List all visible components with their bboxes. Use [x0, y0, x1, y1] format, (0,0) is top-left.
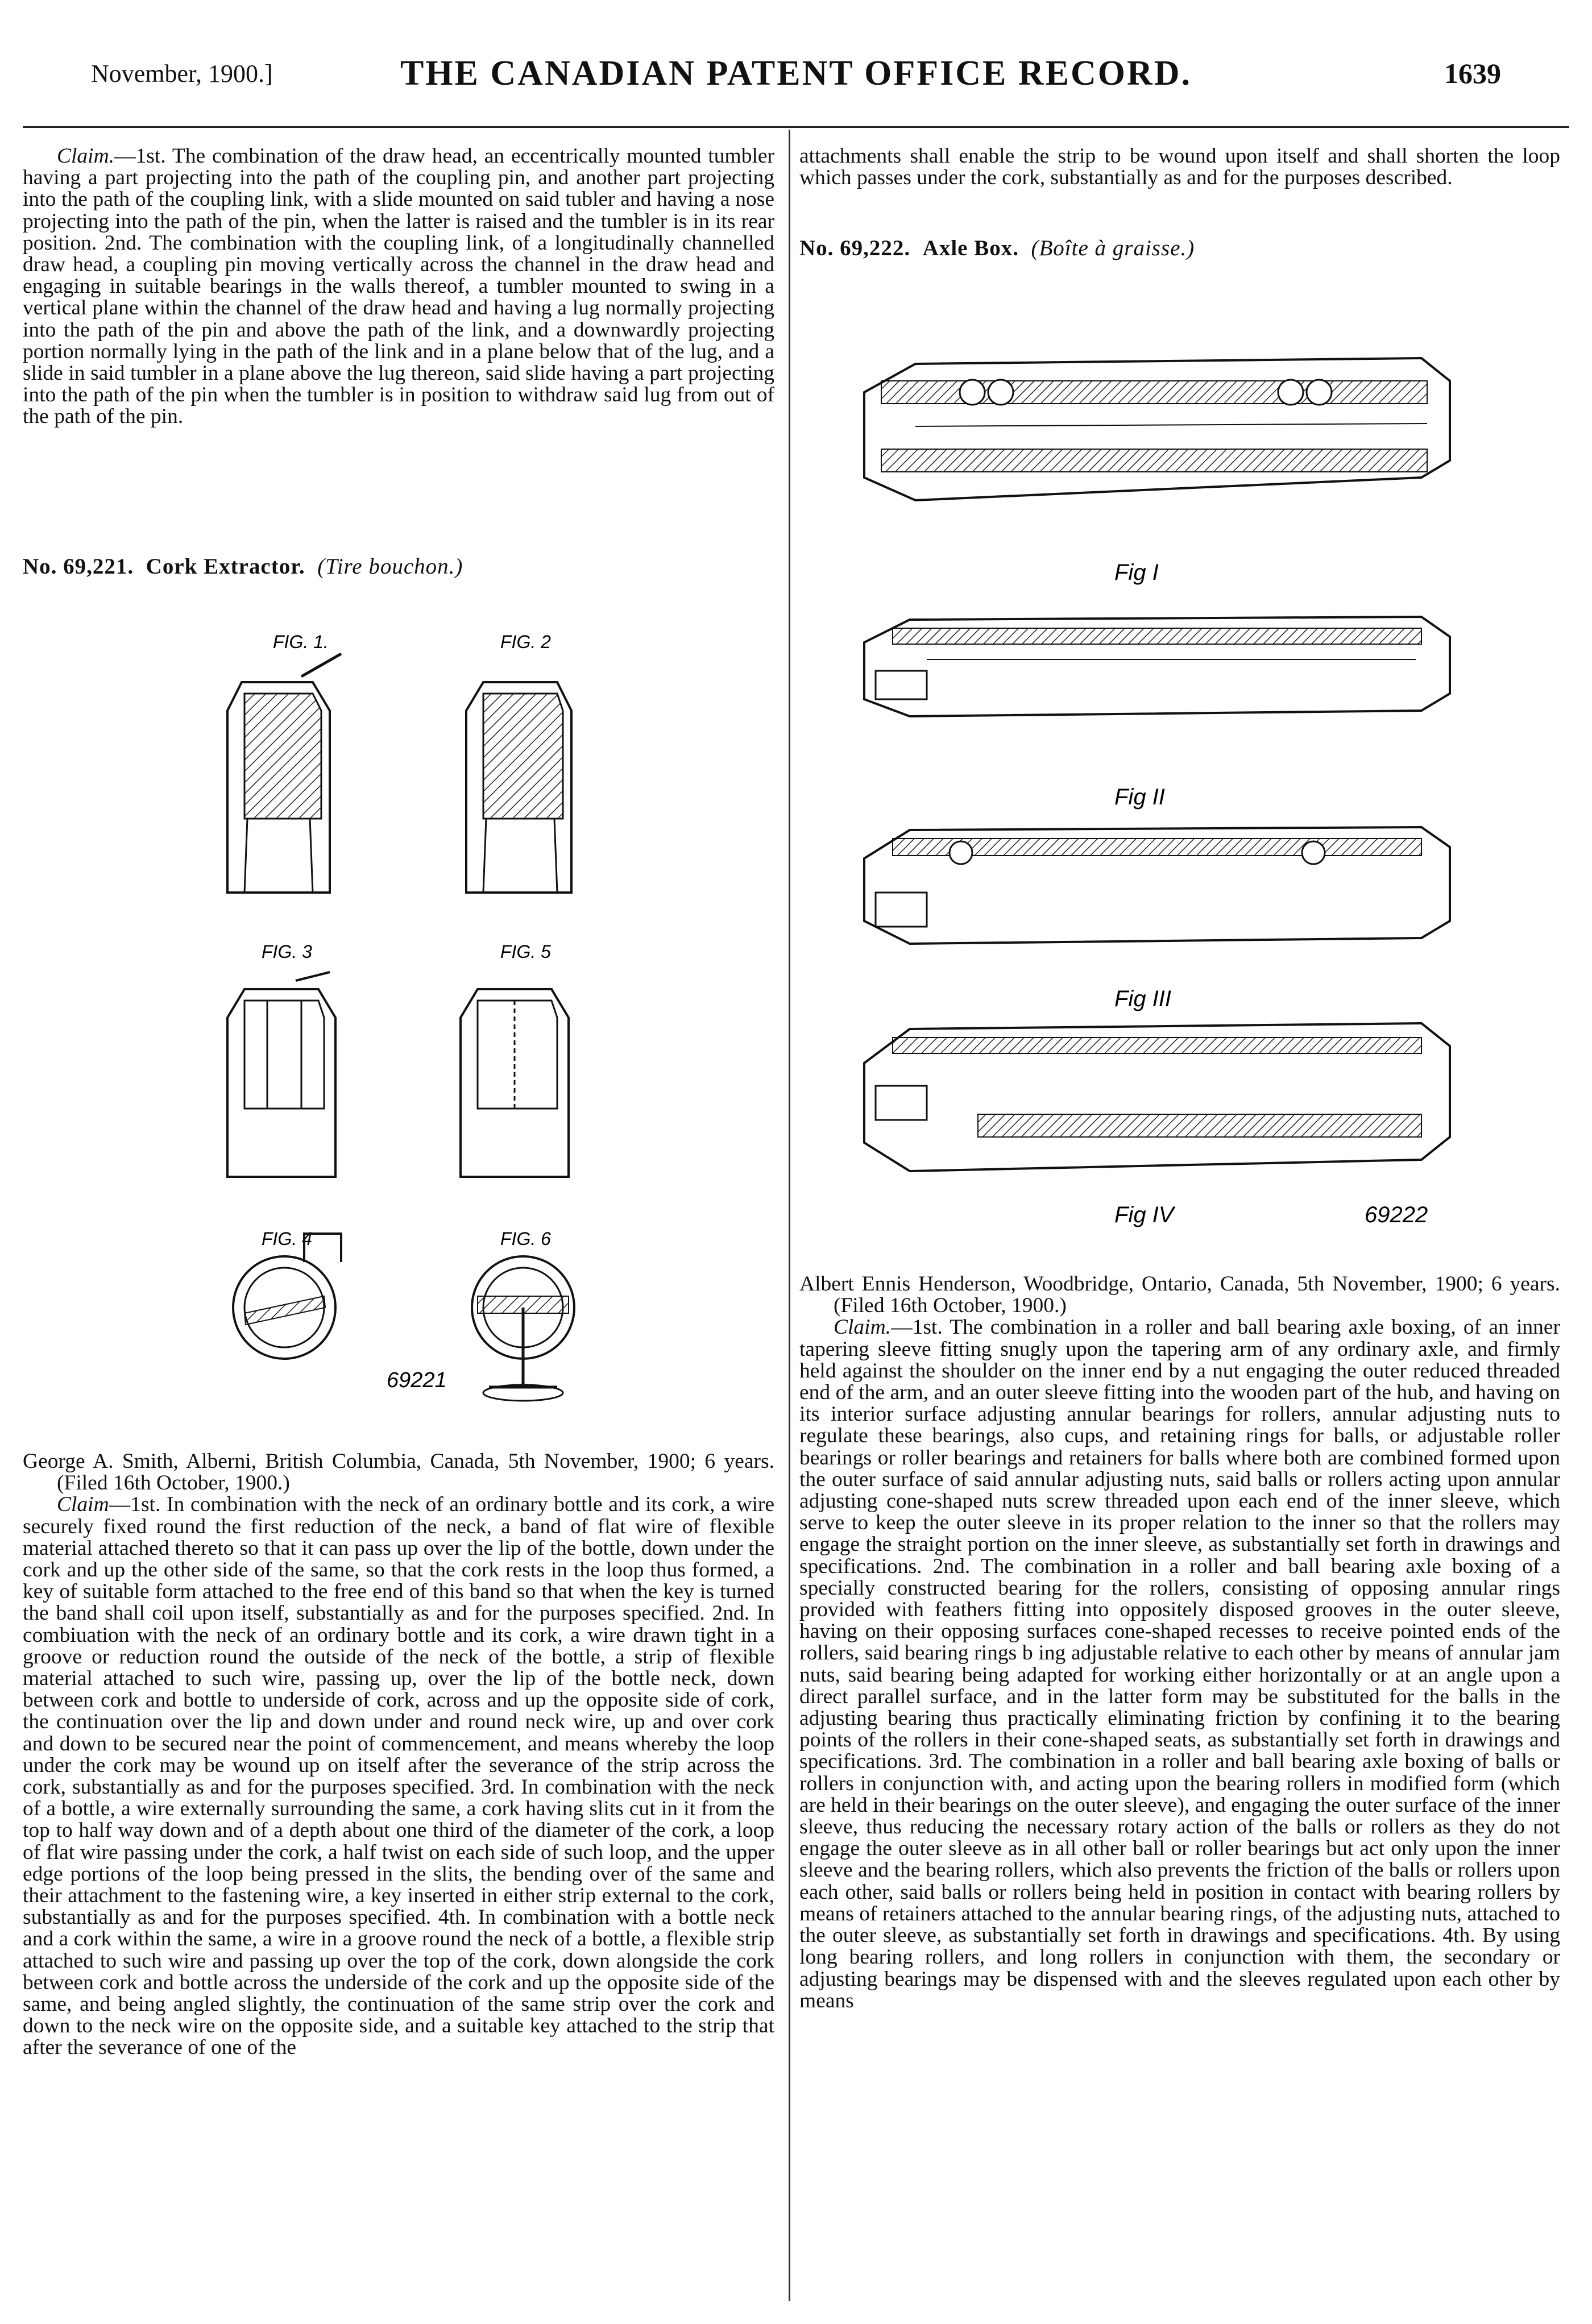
- fig-3: [227, 941, 335, 1177]
- patent-french-name: (Boîte à graisse.): [1031, 236, 1195, 260]
- previous-claim: [23, 146, 774, 428]
- patent-number: No. 69,221.: [23, 554, 134, 579]
- fig-1: [227, 632, 341, 893]
- claim-label: Claim.: [834, 1315, 892, 1339]
- claim-text: —1st. The combination in a roller and ball bearing axle boxing, of an inner tapering sleeve fitting snugly upon the tapering arm of any ordinary axle, and firmly held against the shoulder on the inner end by a nut engaging the outer reduced threaded end of the arm, and an outer sleeve fitting into the wooden part of the hub, and having on its interior surface adjusting annular bearings for rollers, annular adjusting nuts to regulate these bearings, also cups, and retaining rings for balls, or adjustable roller bearings or roller bearings and retainers for balls where both are combined formed upon the outer surface of said annular adjusting nuts, said balls or rollers acting upon annular adjusting cone-shaped nuts screw threaded upon each end of the inner sleeve, which serve to keep the outer sleeve in its proper relation to the inner so that the rollers may engage the straight portion on the inner sleeve, as substantially set forth in drawings and specifications. 2nd. The combination in a roller and ball bearing axle boxing of a specially constructed bearing for the rollers, consisting of opposing annular rings provided with feathers fitting into oppositely disposed grooves in the outer sleeve, having on their opposing surfaces cone-shaped recesses to receive pointed ends of the rollers, said bearing rings b ing adjustable relative to each other by means of annular jam nuts, said bearing being adapted for working either horizontally or at an angle upon a direct parallel surface, and in the latter form may be substituted for the balls in the adjusting bearing thus practically eliminating friction by confining it to the bearing points of the rollers in their cone-shaped seats, as substantially set forth in drawings and specifications. 3rd. The combination in a roller and ball bearing axle boxing of balls or rollers in conjunction with, and acting upon the bearing rollers in modified form (which are held in their bearings on the outer sleeve), and engaging the outer surface of the inner sleeve, thus reducing the necessary rotary action of the balls or rollers as they do not engage the outer sleeve as in all other ball or roller bearings but act only upon the inner sleeve and the bearing rollers, which also prevents the friction of the balls or rollers upon each other, said balls or rollers being held in position in contact with bearing rollers by means of retainers attached to the annular bearing rings, of the adjusting nuts, attached to the outer sleeve, as substantially set forth in drawings and specifications. 4th. By using long bearing rollers, and long rollers in conjunction with them, the secondary or adjusting bearings may be dispensed with and the sleeves regulated upon each other by means: [799, 1315, 1561, 2012]
- fig-i: [864, 358, 1450, 585]
- patent-69221-heading: [23, 556, 774, 578]
- fig-3-label: FIG. 3: [262, 941, 312, 962]
- claim-label: Claim.: [57, 144, 115, 168]
- fig-6: [472, 1229, 574, 1401]
- header-date: November, 1900.]: [91, 60, 273, 88]
- column-divider: [789, 130, 790, 2301]
- claim-label: Claim: [57, 1493, 109, 1517]
- page-header: [91, 53, 1501, 99]
- fig-5-label: FIG. 5: [500, 941, 551, 962]
- fig-2-label: FIG. 2: [500, 632, 551, 652]
- drawing-number: 69222: [1365, 1202, 1428, 1227]
- fig-iii-label: Fig III: [1114, 986, 1172, 1011]
- patent-name: Axle Box.: [922, 236, 1019, 260]
- fig-6-label: FIG. 6: [500, 1229, 551, 1249]
- fig-iv: [864, 1023, 1450, 1227]
- drawing-number: 69221: [387, 1368, 447, 1392]
- patent-number: No. 69,222.: [799, 236, 911, 260]
- claim-continuation: [799, 146, 1560, 189]
- fig-5: [461, 941, 569, 1177]
- inventor-line: George A. Smith, Alberni, British Columbia, Canada, 5th November, 1900; 6 years. (Filed 16th October, 1900.): [23, 1450, 774, 1495]
- patent-69222-heading: [799, 238, 1560, 259]
- fig-4-label: FIG. 4: [262, 1229, 312, 1249]
- fig-ii-label: Fig II: [1114, 785, 1165, 810]
- fig-i-label: Fig I: [1114, 560, 1159, 585]
- fig-iii: [864, 827, 1450, 1011]
- inventor-line: Albert Ennis Henderson, Woodbridge, Ontario, Canada, 5th November, 1900; 6 years. (Filed 16th October, 1900.): [799, 1272, 1560, 1318]
- journal-title: THE CANADIAN PATENT OFFICE RECORD.: [400, 54, 1192, 93]
- fig-ii: [864, 617, 1450, 810]
- claim-text: —1st. In combination with the neck of an ordinary bottle and its cork, a wire securely fixed round the first reduction of the neck, a band of flat wire of flexible material attached thereto so that it can pass up over the lip of the bottle, down under the cork and up the other side of the same, so that the cork rests in the loop thus formed, a key of suitable form attached to the free end of this band so that when the key is turned the band shall coil upon itself, substantially as and for the purposes specified. 2nd. In combiuation with the neck of an ordinary bottle and its cork, a wire drawn tight in a groove or reduction round the outside of the neck of the bottle, a strip of flexible material attached to such wire, passing up, over the lip of the bottle neck, down between cork and bottle to underside of cork, across and up the opposite side of cork, the continuation over the lip and down under and round neck wire, up and over cork and down to be secured near the point of commencement, and means whereby the loop under the cork may be wound up on itself after the severance of the strip across the cork, substantially as and for the purposes specified. 3rd. In combination with the neck of a bottle, a wire externally surrounding the same, a cork having slits cut in it from the top to half way down and of a depth about one third of the diameter of the cork, a loop of flat wire passing under the cork, a half twist on each side of such loop, and the upper edge portions of the loop being pressed in the slits, the bending over of the same and their attachment to the fastening wire, a key inserted in either strip external to the cork, substantially as and for the purposes specified. 4th. In combination with a bottle neck and a cork within the same, a wire in a groove round the neck of a bottle, a flexible strip attached to such wire and passing up over the top of the cork, down alongside the cork between cork and bottle across the underside of the cork and up the opposite side of the same, and being angled slightly, the continuation of the same strip over the cork and down to the neck wire on the opposite side, and a suitable key attached to the strip that after the severance of one of the: [23, 1493, 774, 2060]
- patent-french-name: (Tire bouchon.): [317, 554, 463, 579]
- claim-text: —1st. The combination of the draw head, an eccentrically mounted tumbler having a part projecting into the path of the coupling pin, and another part projecting into the path of the coupling link, with a slide mounted on said tubler and having a nose projecting into the path of the pin, when the latter is raised and the tumbler is in its rear position. 2nd. The combination with the coupling link, of a longitudinally channelled draw head, a coupling pin moving vertically across the channel in the draw head and engaging in suitable bearings in the walls thereof, a tumbler mounted to swing in a vertical plane within the channel of the draw head and having a lug normally projecting into the path of the pin and above the path of the link, and a downwardly projecting portion normally lying in the path of the link and in a plane below that of the lug, and a slide in said tumbler in a plane above the lug thereon, said slide having a part projecting into the path of the pin when the tumbler is in position to withdraw said lug from out of the path of the pin.: [23, 144, 774, 429]
- fig-2: [466, 632, 571, 893]
- fig-iv-label: Fig IV: [1114, 1202, 1174, 1227]
- fig-1-label: FIG. 1.: [273, 632, 329, 652]
- axle-box-drawing: [847, 307, 1507, 1239]
- page-number: 1639: [1444, 57, 1501, 89]
- patent-name: Cork Extractor.: [146, 554, 305, 579]
- header-rule: [23, 126, 1569, 128]
- cork-extractor-drawing: [159, 631, 671, 1416]
- claim-end-text: attachments shall enable the strip to be wound upon itself and shall shorten the loop which passes under the cork, substantially as and for the purposes described.: [799, 144, 1560, 190]
- patent-69221-body: [23, 1451, 774, 2059]
- fig-4: [233, 1229, 341, 1359]
- patent-69222-body: [799, 1273, 1560, 2012]
